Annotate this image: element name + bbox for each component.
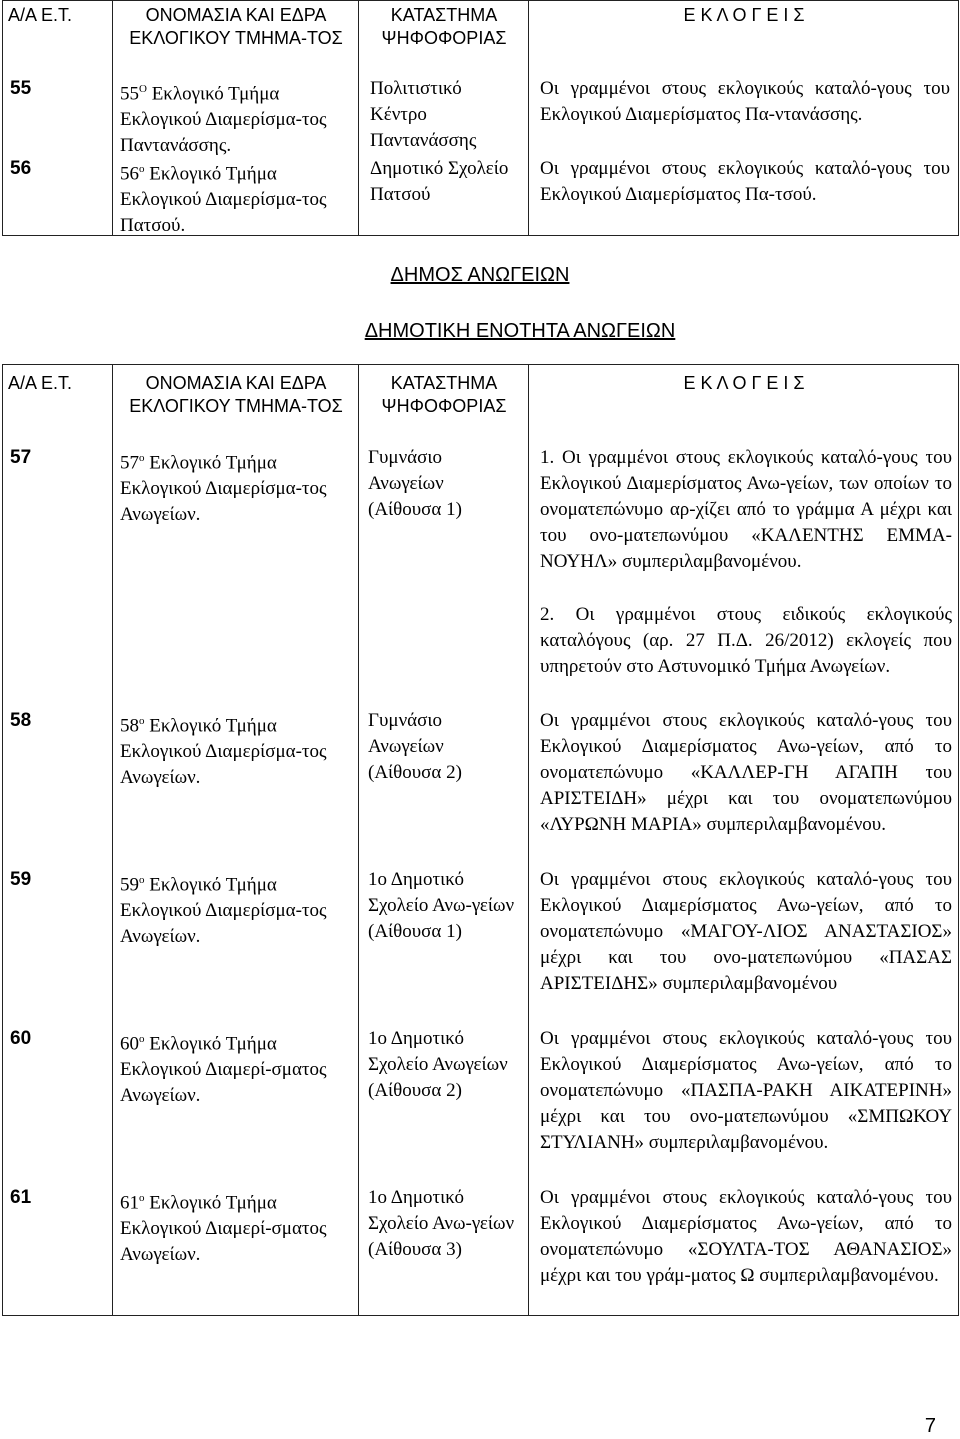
polling-station: 1ο Δημοτικό Σχολείο Ανω-γείων (Αίθουσα 1) bbox=[368, 869, 515, 942]
header-voters: Ε Κ Λ Ο Γ Ε Ι Σ bbox=[683, 5, 805, 25]
polling-station: Γυμνάσιο Ανωγείων (Αίθουσα 1) bbox=[368, 447, 462, 520]
header-aa: Α/Α Ε.Τ. bbox=[8, 5, 73, 25]
section-name: $57^o$ Εκλογικό Τμήμα Εκλογικού Διαμερίσμα-τος Ανωγείων. bbox=[120, 452, 327, 526]
header-name: ΟΝΟΜΑΣΙΑ ΚΑΙ ΕΔΡΑ ΕΚΛΟΓΙΚΟΥ ΤΜΗΜΑ-ΤΟΣ bbox=[129, 373, 343, 416]
section-name: $60^o$ Εκλογικό Τμήμα Εκλογικού Διαμερί-σματος Ανωγείων. bbox=[120, 1033, 327, 1107]
row-number: 56 bbox=[10, 158, 32, 179]
polling-station: 1ο Δημοτικό Σχολείο Ανω-γείων (Αίθουσα 3) bbox=[368, 1187, 515, 1260]
voters-description: Οι γραμμένοι στους εκλογικούς καταλό-γους του Εκλογικού Διαμερίσματος Πα-τσού. bbox=[540, 158, 950, 205]
row-number: 57 bbox=[10, 447, 32, 468]
polling-station: 1ο Δημοτικό Σχολείο Ανωγείων (Αίθουσα 2) bbox=[368, 1028, 508, 1101]
voters-description: Οι γραμμένοι στους εκλογικούς καταλό-γους του Εκλογικού Διαμερίσματος Ανω-γείων, από το ονοματεπώνυμο «ΚΑΛΛΕΡ-ΓΗ ΑΓΑΠΗ του ΑΡΙΣΤΕΙΔΗ» μέχρι και του ονοματεπωνύμου «ΛΥΡΩΝΗ ΜΑΡΙΑ» συμπεριλαμβανομένου. bbox=[540, 710, 952, 835]
voters-description: Οι γραμμένοι στους εκλογικούς καταλό-γους του Εκλογικού Διαμερίσματος Ανω-γείων, από το ονοματεπώνυμο «ΜΑΓΟΥ-ΛΙΟΣ ΑΝΑΣΤΑΣΙΟΣ» μέχρι και του ονο-ματεπωνύμου «ΠΑΣΑΣ ΑΡΙΣΤΕΙΔΗΣ» συμπεριλαμβανομένου bbox=[540, 869, 952, 994]
row-number: 55 bbox=[10, 78, 32, 99]
polling-station: Δημοτικό Σχολείο Πατσού bbox=[370, 158, 509, 205]
page-number: 7 bbox=[924, 1415, 936, 1437]
municipal-unit-heading: ΔΗΜΟΤΙΚΗ ΕΝΟΤΗΤΑ ΑΝΩΓΕΙΩΝ bbox=[364, 320, 676, 342]
header-station: ΚΑΤΑΣΤΗΜΑ ΨΗΦΟΦΟΡΙΑΣ bbox=[381, 373, 507, 416]
divider bbox=[528, 0, 529, 236]
voters-description: Οι γραμμένοι στους εκλογικούς καταλό-γους του Εκλογικού Διαμερίσματος Ανω-γείων, από το ονοματεπώνυμο «ΠΑΣΠΑ-ΡΑΚΗ ΑΙΚΑΤΕΡΙΝΗ» μέχρι και του ονο-ματεπωνύμου «ΣΜΠΩΚΟΥ ΣΤΥΛΙΑΝΗ» συμπεριλαμβανομένου. bbox=[540, 1028, 952, 1153]
municipality-heading: ΔΗΜΟΣ ΑΝΩΓΕΙΩΝ bbox=[390, 264, 570, 286]
divider bbox=[358, 364, 359, 1316]
header-name: ΟΝΟΜΑΣΙΑ ΚΑΙ ΕΔΡΑ ΕΚΛΟΓΙΚΟΥ ΤΜΗΜΑ-ΤΟΣ bbox=[129, 5, 343, 48]
row-number: 60 bbox=[10, 1028, 32, 1049]
voters-description-2: 2. Οι γραμμένοι στους ειδικούς εκλογικούς καταλόγους (αρ. 27 Π.Δ. 26/2012) εκλογείς που υπηρετούν στο Αστυνομικό Τμήμα Ανωγείων. bbox=[540, 604, 952, 677]
divider bbox=[112, 0, 113, 236]
divider bbox=[528, 364, 529, 1316]
section-name: $58^o$ Εκλογικό Τμήμα Εκλογικού Διαμερίσμα-τος Ανωγείων. bbox=[120, 715, 327, 789]
row-number: 58 bbox=[10, 710, 32, 731]
voters-description: Οι γραμμένοι στους εκλογικούς καταλό-γους του Εκλογικού Διαμερίσματος Ανω-γείων, από το ονοματεπώνυμο «ΣΟΥΛΤΑ-ΤΟΣ ΑΘΑΝΑΣΙΟΣ» μέχρι και του γράμ-ματος Ω συμπεριλαμβανομένου. bbox=[540, 1187, 952, 1286]
header-aa: Α/Α Ε.Τ. bbox=[8, 373, 73, 393]
header-voters: Ε Κ Λ Ο Γ Ε Ι Σ bbox=[683, 373, 805, 393]
polling-station: Γυμνάσιο Ανωγείων (Αίθουσα 2) bbox=[368, 710, 462, 783]
row-number: 61 bbox=[10, 1187, 32, 1208]
header-station: ΚΑΤΑΣΤΗΜΑ ΨΗΦΟΦΟΡΙΑΣ bbox=[381, 5, 507, 48]
voters-description: 1. Οι γραμμένοι στους εκλογικούς καταλό-γους του Εκλογικού Διαμερίσματος Ανω-γείων, των οποίων το ονοματεπώνυμο αρ-χίζει από το γράμμα Α μέχρι και του ονο-ματεπωνύμου «ΚΑΛΕΝΤΗΣ ΕΜΜΑ-ΝΟΥΗΛ» συμπεριλαμβανομένου. bbox=[540, 447, 952, 572]
divider bbox=[358, 0, 359, 236]
polling-station: Πολιτιστικό Κέντρο Παντανάσσης bbox=[370, 78, 477, 151]
section-name: $61^o$ Εκλογικό Τμήμα Εκλογικού Διαμερί-σματος Ανωγείων. bbox=[120, 1192, 327, 1266]
voters-description: Οι γραμμένοι στους εκλογικούς καταλό-γους του Εκλογικού Διαμερίσματος Πα-ντανάσσης. bbox=[540, 78, 950, 125]
section-name: $59^o$ Εκλογικό Τμήμα Εκλογικού Διαμερίσμα-τος Ανωγείων. bbox=[120, 874, 327, 948]
row-number: 59 bbox=[10, 869, 32, 890]
divider bbox=[112, 364, 113, 1316]
section-name: $56^o$ Εκλογικό Τμήμα Εκλογικού Διαμερίσμα-τος Πατσού. bbox=[120, 163, 327, 237]
section-name: $55^O$ Εκλογικό Τμήμα Εκλογικού Διαμερίσμα-τος Παντανάσσης. bbox=[120, 83, 327, 157]
